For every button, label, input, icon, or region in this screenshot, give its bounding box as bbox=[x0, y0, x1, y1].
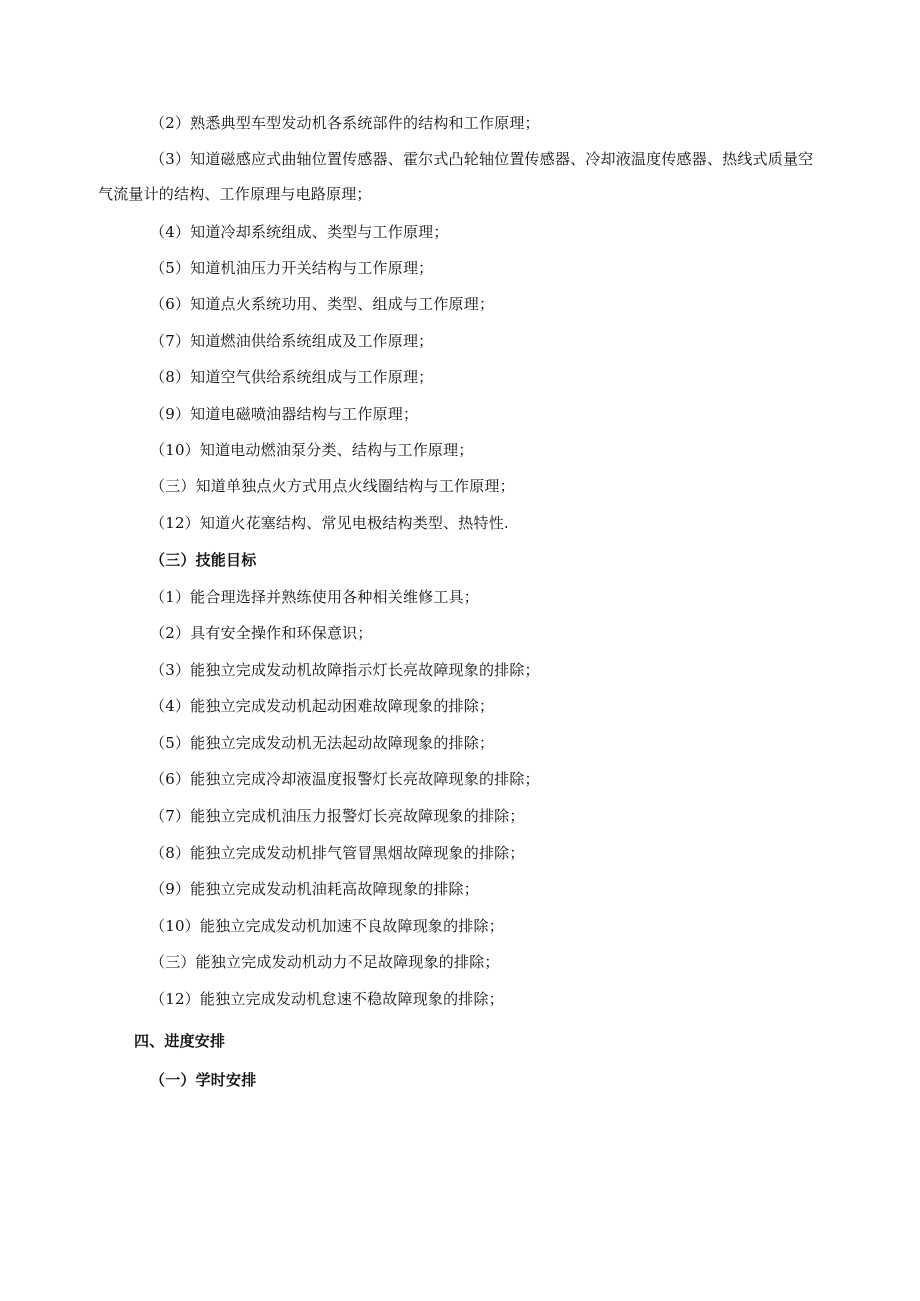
skill-item: （9）能独立完成发动机油耗高故障现象的排除； bbox=[150, 880, 479, 898]
skill-item: （5）能独立完成发动机无法起动故障现象的排除； bbox=[150, 734, 495, 752]
knowledge-item: （5）知道机油压力开关结构与工作原理； bbox=[150, 259, 434, 277]
skill-item: （7）能独立完成机油压力报警灯长亮故障现象的排除； bbox=[150, 807, 525, 825]
knowledge-item: （7）知道燃油供给系统组成及工作原理； bbox=[150, 332, 434, 350]
knowledge-item: （3）知道磁感应式曲轴位置传感器、霍尔式凸轮轴位置传感器、冷却液温度传感器、热线式质量空气流量计的结构、工作原理与电路原理； bbox=[98, 150, 814, 203]
skills-heading: （三）技能目标 bbox=[150, 551, 257, 569]
skill-item: （6）能独立完成冷却液温度报警灯长亮故障现象的排除； bbox=[150, 770, 540, 788]
knowledge-item: （6）知道点火系统功用、类型、组成与工作原理； bbox=[150, 295, 495, 313]
skill-item: （2）具有安全操作和环保意识； bbox=[150, 624, 373, 642]
knowledge-item: （9）知道电磁喷油器结构与工作原理； bbox=[150, 405, 419, 423]
skill-item: （三）能独立完成发动机动力不足故障现象的排除； bbox=[150, 953, 500, 971]
section-heading: 四、进度安排 bbox=[134, 1032, 226, 1050]
knowledge-item: （2）熟悉典型车型发动机各系统部件的结构和工作原理； bbox=[150, 114, 540, 132]
knowledge-item: （12）知道火花塞结构、常见电极结构类型、热特性. bbox=[150, 514, 509, 532]
skill-item: （4）能独立完成发动机起动困难故障现象的排除； bbox=[150, 697, 495, 715]
knowledge-item: （4）知道冷却系统组成、类型与工作原理； bbox=[150, 223, 449, 241]
knowledge-item: （8）知道空气供给系统组成与工作原理； bbox=[150, 368, 434, 386]
knowledge-item: （10）知道电动燃油泵分类、结构与工作原理； bbox=[150, 441, 474, 459]
subsection-heading: （一）学时安排 bbox=[150, 1071, 257, 1089]
skill-item: （1）能合理选择并熟练使用各种相关维修工具； bbox=[150, 588, 479, 606]
skill-item: （3）能独立完成发动机故障指示灯长亮故障现象的排除； bbox=[150, 661, 540, 679]
knowledge-item: （三）知道单独点火方式用点火线圈结构与工作原理； bbox=[150, 477, 515, 495]
skill-item: （8）能独立完成发动机排气管冒黑烟故障现象的排除； bbox=[150, 844, 525, 862]
skill-item: （12）能独立完成发动机怠速不稳故障现象的排除； bbox=[150, 990, 504, 1008]
skill-item: （10）能独立完成发动机加速不良故障现象的排除； bbox=[150, 917, 504, 935]
